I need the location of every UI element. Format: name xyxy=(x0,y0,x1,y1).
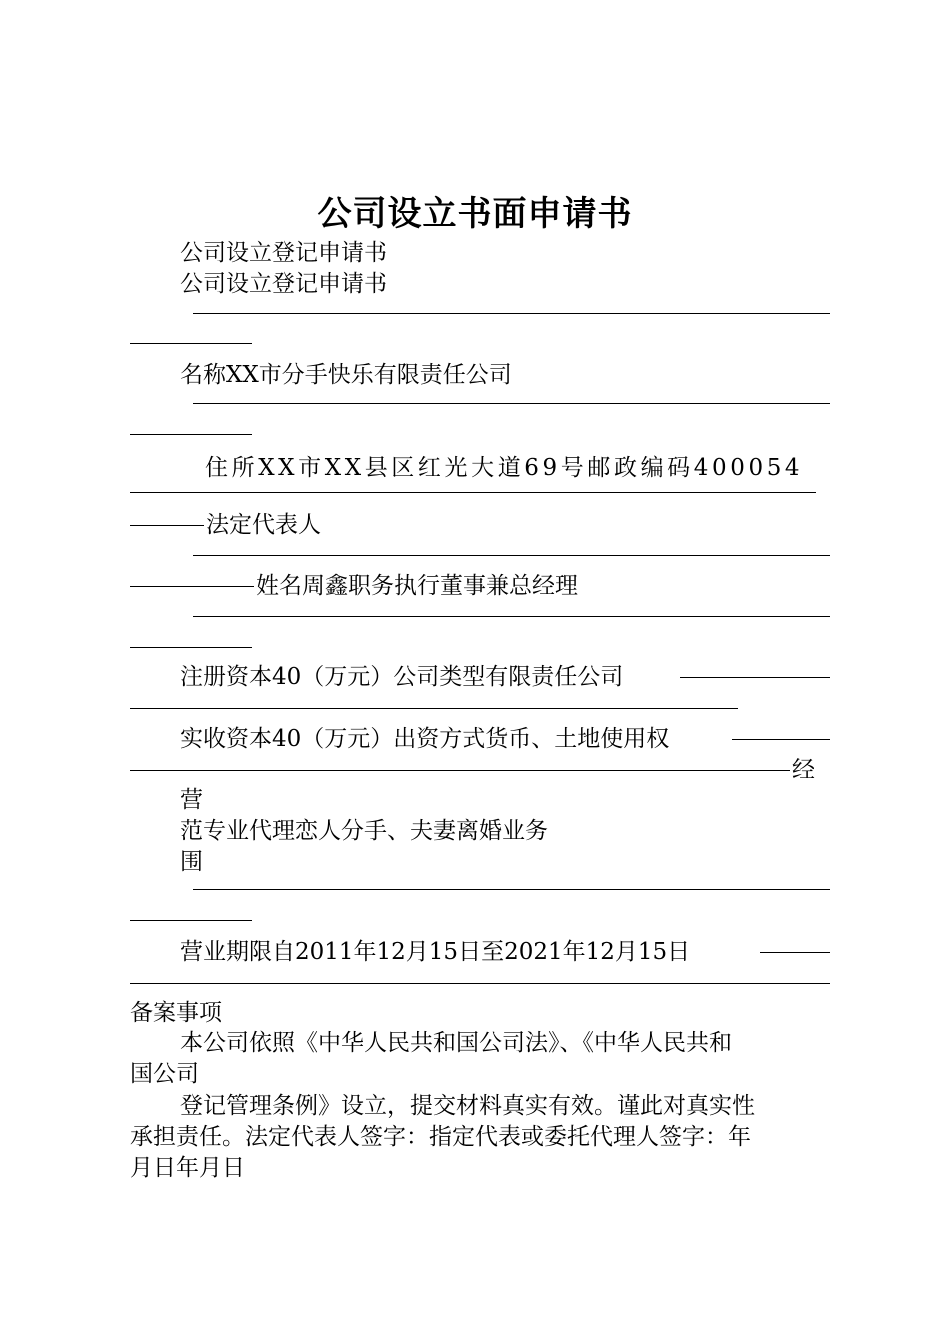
subtitle-line-1: 公司设立登记申请书 xyxy=(180,240,387,266)
separator-rule xyxy=(193,313,830,314)
rep-name-position-field: 姓名周鑫职务执行董事兼总经理 xyxy=(256,573,578,599)
scope-label-char-2: 营 xyxy=(180,787,203,813)
registered-capital-field: 注册资本40（万元）公司类型有限责任公司 xyxy=(180,664,624,690)
separator-rule xyxy=(680,677,830,678)
separator-rule xyxy=(130,343,252,344)
separator-rule xyxy=(130,492,816,493)
separator-rule xyxy=(130,525,204,526)
business-term-field: 营业期限自2011年12月15日至2021年12月15日 xyxy=(180,939,691,965)
scope-label-char-4: 围 xyxy=(180,849,203,875)
separator-rule xyxy=(760,952,830,953)
separator-rule xyxy=(130,770,790,771)
separator-rule xyxy=(130,920,252,921)
document-title: 公司设立书面申请书 xyxy=(317,194,633,234)
declaration-line-1: 本公司依照《中华人民共和国公司法》、《中华人民共和 xyxy=(180,1030,732,1056)
address-field: 住所XX市XX县区红光大道69号邮政编码400054 xyxy=(205,455,804,481)
declaration-line-4: 承担责任。法定代表人签字：指定代表或委托代理人签字：年 xyxy=(130,1124,751,1150)
filing-items-label: 备案事项 xyxy=(130,1000,222,1026)
separator-rule xyxy=(732,739,830,740)
separator-rule xyxy=(130,647,252,648)
paid-capital-field: 实收资本40（万元）出资方式货币、土地使用权 xyxy=(180,726,670,752)
separator-rule xyxy=(130,434,252,435)
separator-rule xyxy=(130,708,738,709)
separator-rule xyxy=(193,555,830,556)
separator-rule xyxy=(193,403,830,404)
subtitle-line-2: 公司设立登记申请书 xyxy=(180,271,387,297)
separator-rule xyxy=(130,983,830,984)
declaration-line-3: 登记管理条例》设立，提交材料真实有效。谨此对真实性 xyxy=(180,1093,755,1119)
legal-rep-label: 法定代表人 xyxy=(206,512,321,538)
declaration-line-2: 国公司 xyxy=(130,1061,199,1087)
separator-rule xyxy=(193,616,830,617)
scope-label-char-1: 经 xyxy=(792,757,815,783)
separator-rule xyxy=(193,889,830,890)
separator-rule xyxy=(130,586,254,587)
business-scope-field: 范专业代理恋人分手、夫妻离婚业务 xyxy=(180,818,548,844)
declaration-line-5: 月日年月日 xyxy=(130,1155,245,1181)
company-name-field: 名称XX市分手快乐有限责任公司 xyxy=(180,362,512,388)
